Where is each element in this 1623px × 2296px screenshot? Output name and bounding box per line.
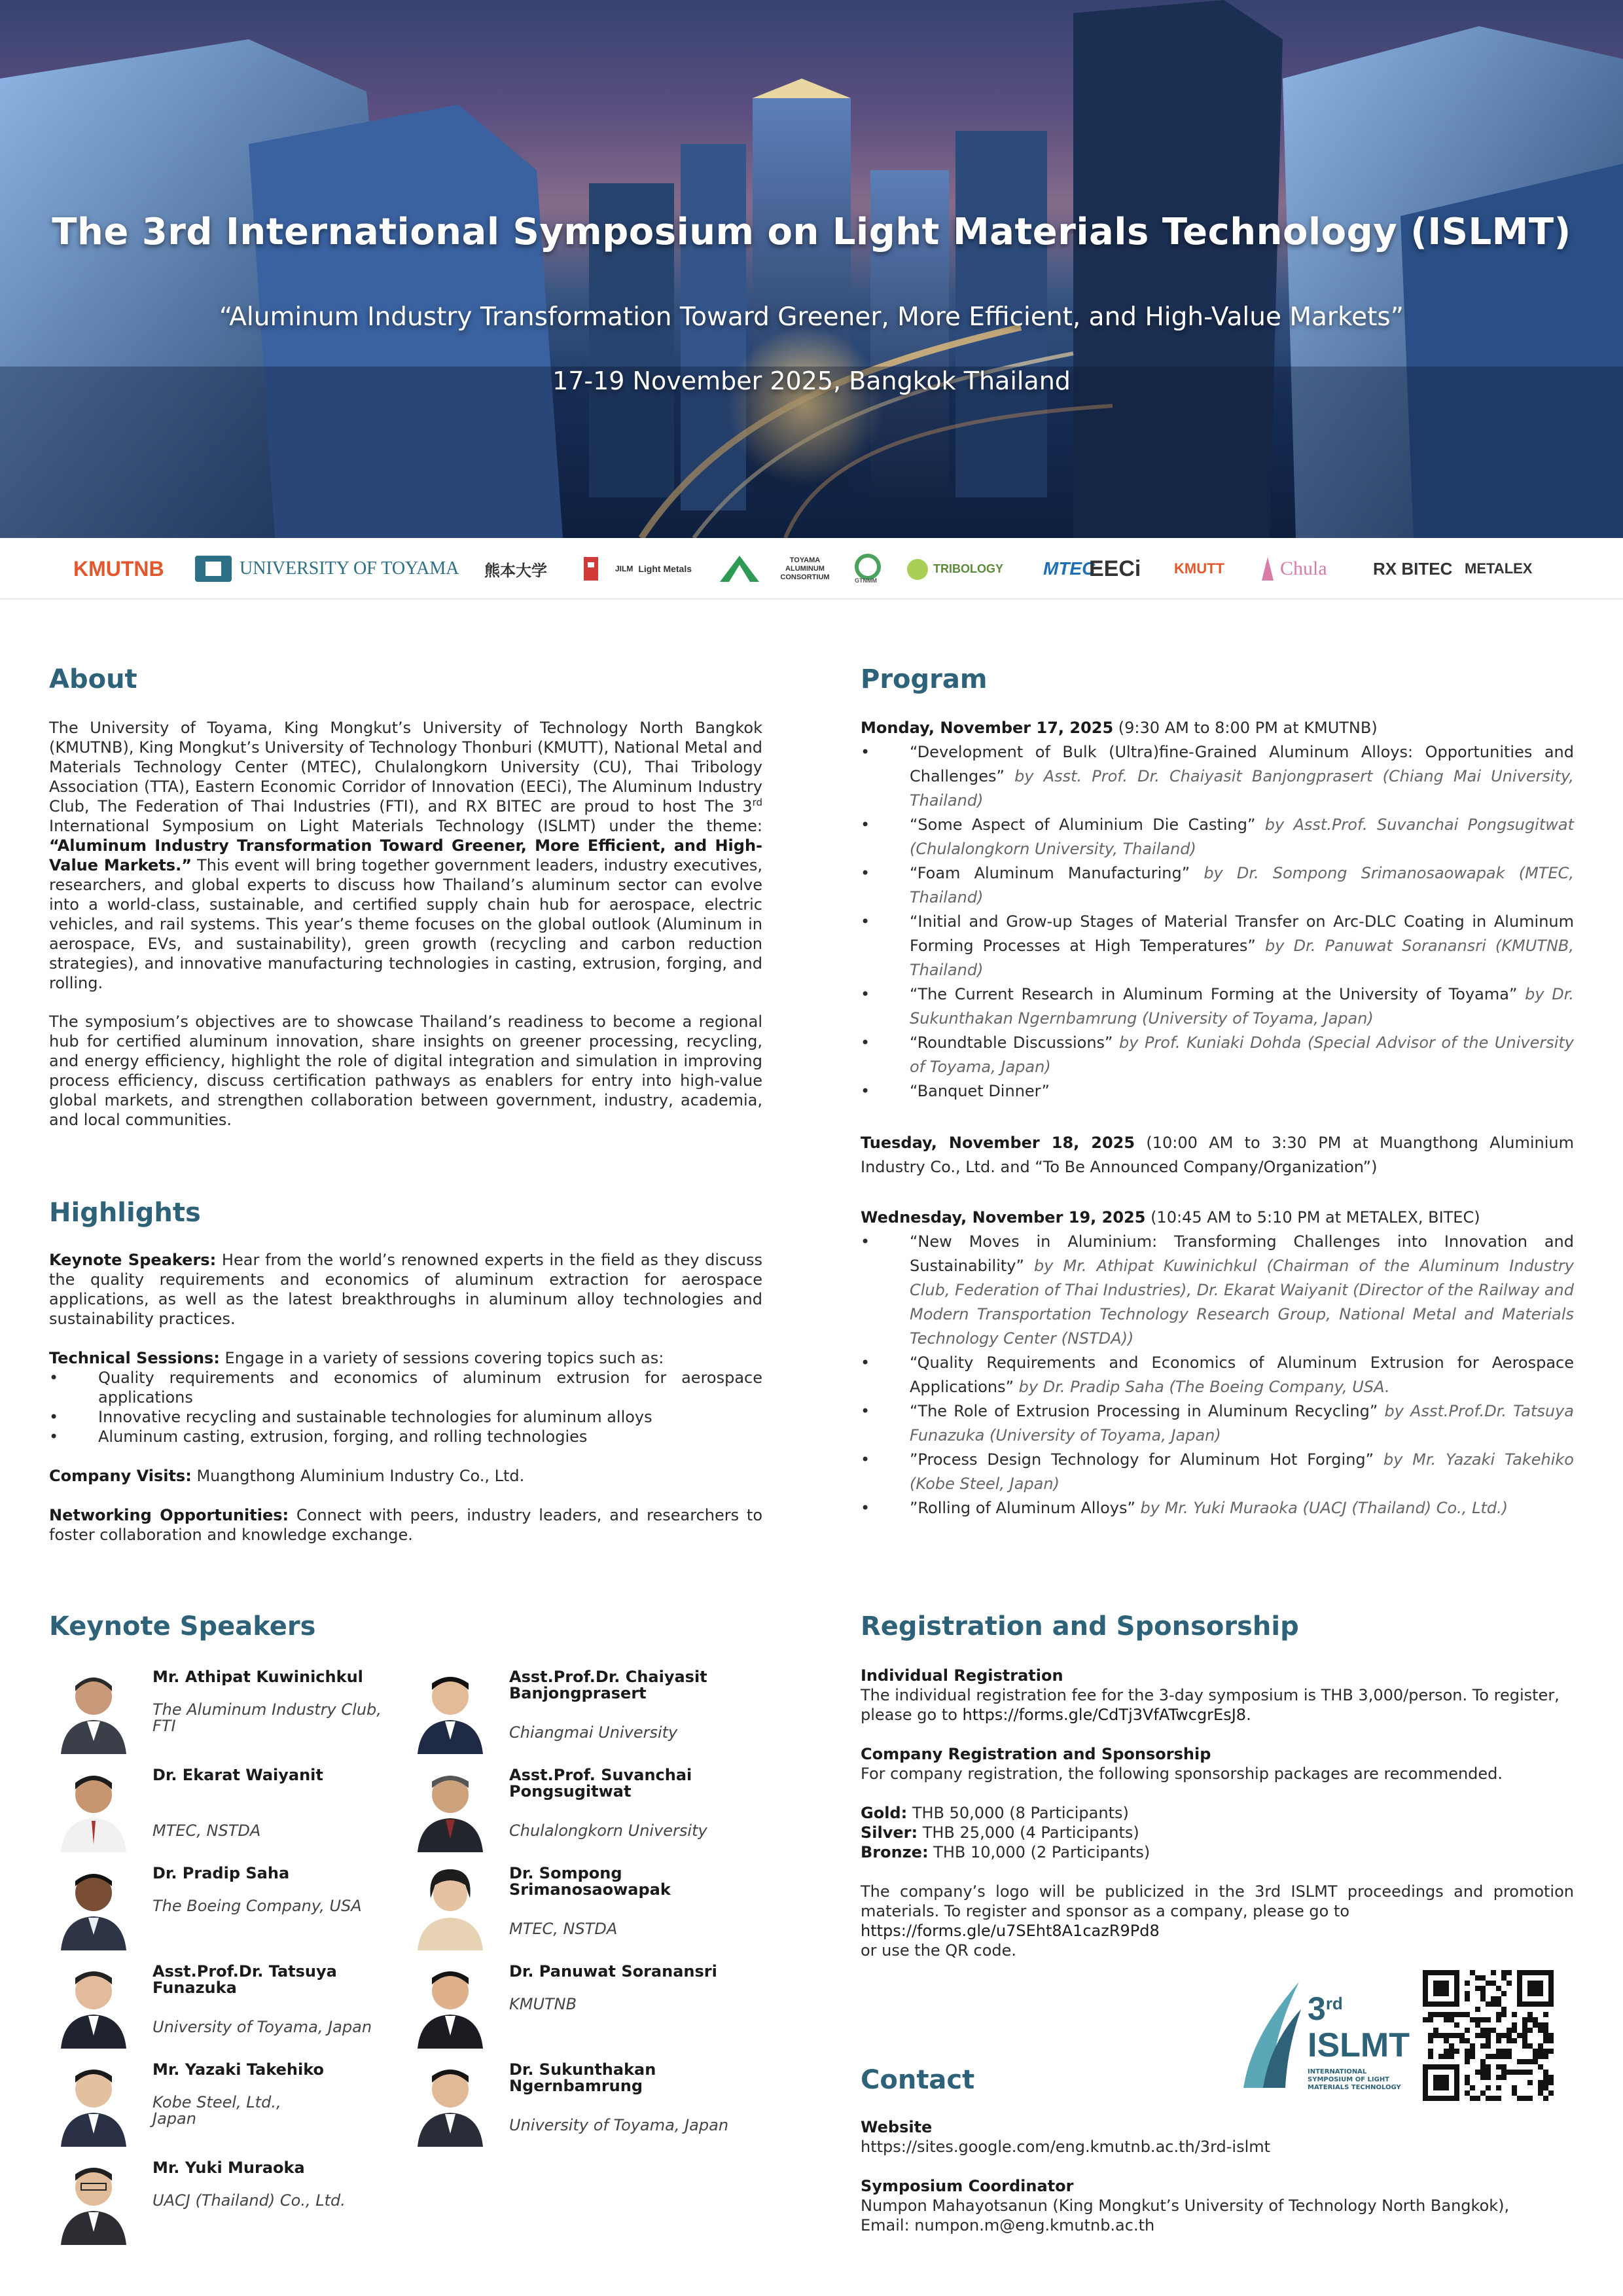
package-silver: Silver: THB 25,000 (4 Participants) (861, 1823, 1139, 1842)
contact-website: Website https://sites.google.com/eng.kmutnb.ac.th/3rd-islmt (861, 2117, 1574, 2157)
list-item: • “Banquet Dinner” (861, 1079, 1574, 1103)
logo-kmutt: KMUTT (1174, 560, 1224, 577)
speaker-affiliation: The Boeing Company, USA (152, 1897, 362, 1915)
hero-banner (0, 0, 1623, 538)
speaker-name: Asst.Prof.Dr. Chaiyasit Banjongprasert (509, 1668, 707, 1702)
about-theme: “Aluminum Industry Transformation Toward Greener, More Efficient, and High-Value Markets.” (49, 836, 762, 874)
list-item: • “Development of Bulk (Ultra)fine-Grained Aluminum Alloys: Opportunities and Challenges” by Asst. Prof. Dr. Chaiyasit Banjongprasert (Chiang Mai University, Thailand) (861, 740, 1574, 813)
list-item: • “Foam Aluminum Manufacturing” by Dr. Sompong Srimanosaowapak (MTEC, Thailand) (861, 861, 1574, 910)
list-item: • “The Role of Extrusion Processing in Aluminum Recycling” by Asst.Prof.Dr. Tatsuya Funazuka (University of Toyama, Japan) (861, 1399, 1574, 1448)
list-item: • Quality requirements and economics of aluminum extrusion for aerospace applications (49, 1368, 762, 1407)
registration-qr-code[interactable] (1423, 1970, 1554, 2101)
company-registration: Company Registration and Sponsorship For company registration, the following sponsorship packages are recommended. Gold: THB 50,000 (8 Participants) Silver: THB 25,000 (4 Participants) Bronze: THB 10,000 (2 Participants) (861, 1744, 1574, 1862)
speaker-photo (414, 1865, 486, 1950)
speaker-card (408, 2062, 748, 2153)
list-item: • ”Rolling of Aluminum Alloys” by Mr. Yuki Muraoka (UACJ (Thailand) Co., Ltd.) (861, 1496, 1574, 1520)
speaker-affiliation: MTEC, NSTDA (509, 1920, 618, 1938)
speaker-affiliation: Kobe Steel, Ltd., Japan (152, 2093, 281, 2128)
logo-publicity-note: The company’s logo will be publicized in the 3rd ISLMT proceedings and promotion materials. To register and sponsor as a company, please go to https://forms.gle/u7SEht8A1cazR9Pd8 or use the QR code. (861, 1882, 1574, 1960)
speaker-card (51, 1964, 391, 2055)
registration-heading: Registration and Sponsorship (861, 1611, 1299, 1641)
speaker-name: Dr. Panuwat Soranansri (509, 1962, 717, 1981)
speaker-photo (58, 1669, 130, 1754)
about-heading: About (49, 664, 137, 694)
speaker-name: Asst.Prof.Dr. Tatsuya Funazuka (152, 1962, 337, 1997)
speaker-affiliation: KMUTNB (509, 1995, 577, 2013)
qr-code-icon (1423, 1970, 1554, 2101)
technical-topic-list (49, 1368, 762, 1446)
speaker-name: Dr. Ekarat Waiyanit (152, 1766, 323, 1784)
islmt-name: ISLMT (1308, 2026, 1410, 2064)
program-day-2: Tuesday, November 18, 2025 (10:00 AM to 3:30 PM at Muangthong Aluminium Industry Co., Ltd. and “To Be Announced Company/Organization”) (861, 1134, 1575, 1176)
speaker-name: Dr. Sompong Srimanosaowapak (509, 1864, 671, 1899)
highlight-networking: Networking Opportunities: Connect with peers, industry leaders, and researchers to foster collaboration and knowledge exchange. (49, 1506, 762, 1544)
toyama-emblem-icon (194, 554, 233, 584)
speaker-affiliation: UACJ (Thailand) Co., Ltd. (152, 2191, 346, 2210)
speaker-affiliation: University of Toyama, Japan (152, 2018, 372, 2036)
logo-chula: Chula (1259, 554, 1327, 584)
logo-rx-bitec: RX BITEC (1373, 558, 1453, 579)
speaker-photo (58, 1767, 130, 1852)
keynote-speakers-heading: Keynote Speakers (49, 1611, 316, 1641)
speaker-name: Mr. Athipat Kuwinichkul (152, 1668, 363, 1686)
package-bronze: Bronze: THB 10,000 (2 Participants) (861, 1843, 1150, 1861)
speaker-photo (58, 1964, 130, 2049)
logo-toyama: UNIVERSITY OF TOYAMA (194, 554, 459, 584)
speaker-photo (414, 1767, 486, 1852)
logo-kumamoto: 熊本大学 (484, 562, 547, 580)
islmt-caption: INTERNATIONAL SYMPOSIUM OF LIGHT MATERIALS TECHNOLOGY (1308, 2068, 1401, 2091)
list-item: • “Some Aspect of Aluminium Die Casting” by Asst.Prof. Suvanchai Pongsugitwat (Chulalongkorn University, Thailand) (861, 813, 1574, 861)
logo-metalex: METALEX (1465, 560, 1533, 577)
speaker-name: Mr. Yazaki Takehiko (152, 2060, 325, 2079)
speaker-photo (414, 1964, 486, 2049)
contact-coordinator: Symposium Coordinator Numpon Mahayotsanun (King Mongkut’s University of Technology North Bangkok), Email: numpon.m@eng.kmutnb.ac.th (861, 2176, 1574, 2235)
speaker-name: Dr. Sukunthakan Ngernbamrung (509, 2060, 656, 2095)
list-item: • Aluminum casting, extrusion, forging, and rolling technologies (49, 1427, 762, 1446)
list-item: • “Quality Requirements and Economics of Aluminum Extrusion for Aerospace Applications” by Dr. Pradip Saha (The Boeing Company, USA. (861, 1351, 1574, 1399)
program-day-3: Wednesday, November 19, 2025 (10:45 AM to 5:10 PM at METALEX, BITEC) • “New Moves in Aluminium: Transforming Challenges into Innovation and Sustainability” by Mr. Athipat Kuwinichkul (Chairman of the Aluminum Industry Club, Federation of Thai Industries), Dr. Ekarat Waiyanit (Director of the Railway and Modern Transportation Technology Research Group, National Metal and Materials Technology Center (NSTDA)) • “Quality Requirements and Economics of Aluminum Extrusion for Aerospace Applications” by Dr. Pradip Saha (The Boeing Company, USA. • “The Role of Extrusion Processing in Aluminum Recycling” by Asst.Prof.Dr. Tatsuya Funazuka (University of Toyama, Japan) • ”Process Design Technology for Aluminum Hot Forging” by Mr. Yazaki Takehiko (Kobe Steel, Japan) • ”Rolling of Aluminum Alloys” by Mr. Yuki Muraoka (UACJ (Thailand) Co., Ltd.) (861, 1206, 1574, 1520)
individual-registration: Individual Registration The individual registration fee for the 3-day symposium is THB 3,000/person. To register, please go to https://forms.gle/CdTj3VfATwcgrEsJ8. (861, 1666, 1560, 1724)
contact-heading: Contact (861, 2065, 975, 2095)
logo-triangle (719, 554, 760, 584)
speaker-affiliation: University of Toyama, Japan (509, 2116, 729, 2134)
speaker-affiliation: Chulalongkorn University (509, 1821, 707, 1840)
logo-mtec: MTEC (1043, 558, 1096, 579)
speaker-card (408, 1865, 748, 1957)
list-item: • Innovative recycling and sustainable technologies for aluminum alloys (49, 1407, 762, 1427)
hero-dates: 17-19 November 2025, Bangkok Thailand (552, 367, 1071, 395)
package-gold: Gold: THB 50,000 (8 Participants) (861, 1804, 1129, 1822)
speaker-photo (58, 2160, 130, 2245)
about-paragraph-1: The University of Toyama, King Mongkut’s University of Technology North Bangkok (KMUTNB), King Mongkut’s University of Technology Thonburi (KMUTT), National Metal and Materials Technology Center (MTEC), Chulalongkorn University (CU), Thai Tribology Association (TTA), Eastern Economic Corridor of Innovation (EECi), The Aluminum Industry Club, The Federation of Thai Industries (FTI), and RX BITEC are proud to host The 3rd International Symposium on Light Materials Technology (ISLMT) under the theme: “Aluminum Industry Transformation Toward Greener, More Efficient, and High-Value Markets.” This event will bring together government leaders, industry executives, researchers, and global experts to discuss how Thailand’s aluminum sector can evolve into a world-class, sustainable, and certified supply chain hub for aerospace, electric vehicles, and rail systems. This year’s theme focuses on the global outlook (Aluminum in aerospace, EVs, and sustainability), green growth (recycling and carbon reduction strategies), and innovative manufacturing technologies in casting, extrusion, forging, and rolling. (49, 719, 763, 992)
svg-text:GTNMM: GTNMM (855, 577, 877, 584)
speaker-name: Dr. Pradip Saha (152, 1864, 290, 1882)
hero-title: The 3rd International Symposium on Light Materials Technology (ISLMT) (52, 211, 1571, 253)
speaker-card (51, 1669, 391, 1761)
speaker-affiliation: Chiangmai University (509, 1723, 678, 1742)
program-day-1: Monday, November 17, 2025 (9:30 AM to 8:00 PM at KMUTNB) • “Development of Bulk (Ultra)fine-Grained Aluminum Alloys: Opportunities and Challenges” by Asst. Prof. Dr. Chaiyasit Banjongprasert (Chiang Mai University, Thailand) • “Some Aspect of Aluminium Die Casting” by Asst.Prof. Suvanchai Pongsugitwat (Chulalongkorn University, Thailand) • “Foam Aluminum Manufacturing” by Dr. Sompong Srimanosaowapak (MTEC, Thailand) • “Initial and Grow-up Stages of Material Transfer on Arc-DLC Coating in Aluminum Forming Processes at High Temperatures” by Dr. Panuwat Soranansri (KMUTNB, Thailand) • “The Current Research in Aluminum Forming at the University of Toyama” by Dr. Sukunthakan Ngernbamrung (University of Toyama, Japan) • “Roundtable Discussions” by Prof. Kuniaki Dohda (Special Advisor of the University of Toyama, Japan) • “Banquet Dinner” (861, 716, 1574, 1103)
list-item: • “Roundtable Discussions” by Prof. Kuniaki Dohda (Special Advisor of the University of Toyama, Japan) (861, 1031, 1574, 1079)
list-item: • “Initial and Grow-up Stages of Material Transfer on Arc-DLC Coating in Aluminum Forming Processes at High Temperatures” by Dr. Panuwat Soranansri (KMUTNB, Thailand) (861, 910, 1574, 982)
speaker-photo (414, 2062, 486, 2147)
highlights-heading: Highlights (49, 1198, 201, 1228)
logo-toyama-consortium: TOYAMA ALUMINUM CONSORTIUM (780, 556, 830, 581)
speaker-card (408, 1964, 748, 2055)
logo-light-metals: JILM Light Metals (615, 564, 692, 574)
speaker-card (51, 2062, 391, 2153)
city-skyline-image (0, 0, 1623, 538)
speaker-affiliation: The Aluminum Industry Club, FTI (152, 1700, 382, 1735)
speaker-card (51, 1767, 391, 1859)
islmt-logo: 3rd ISLMT INTERNATIONAL SYMPOSIUM OF LIGHT MATERIALS TECHNOLOGY (1237, 1977, 1407, 2101)
partner-logo-strip (0, 538, 1623, 600)
speaker-photo (414, 1669, 486, 1754)
day-1-session-list (861, 740, 1574, 1103)
highlight-technical: Technical Sessions: Engage in a variety of sessions covering topics such as: (49, 1349, 664, 1367)
speaker-card (408, 1767, 748, 1859)
list-item: • “New Moves in Aluminium: Transforming Challenges into Innovation and Sustainability” by Mr. Athipat Kuwinichkul (Chairman of the Aluminum Industry Club, Federation of Thai Industries), Dr. Ekarat Waiyanit (Director of the Railway and Modern Transportation Technology Research Group, National Metal and Materials Technology Center (NSTDA)) (861, 1230, 1574, 1351)
individual-registration-link[interactable]: https://forms.gle/CdTj3VfATwcgrEsJ8 (962, 1706, 1247, 1724)
speaker-photo (58, 1865, 130, 1950)
speaker-card (51, 1865, 391, 1957)
coordinator-email[interactable]: Email: numpon.m@eng.kmutnb.ac.th (861, 2216, 1155, 2234)
day-3-session-list (861, 1230, 1574, 1520)
program-heading: Program (861, 664, 988, 694)
about-paragraph-2: The symposium’s objectives are to showcase Thailand’s readiness to become a regional hub for certified aluminum innovation, share insights on greener processing, recycling, and energy efficiency, highlight the role of digital integration and simulation in improving process efficiency, discuss certification pathways as enablers for entry into high-value global markets, and strengthen collaboration between government, industry, academia, and local communities. (49, 1013, 762, 1129)
logo-small-red (582, 554, 599, 584)
company-registration-link[interactable]: https://forms.gle/u7SEht8A1cazR9Pd8 (861, 1922, 1160, 1940)
logo-tribology: TRIBOLOGY (906, 554, 1003, 584)
list-item: • ”Process Design Technology for Aluminum Hot Forging” by Mr. Yazaki Takehiko (Kobe Steel, Japan) (861, 1448, 1574, 1496)
speaker-photo (58, 2062, 130, 2147)
islmt-swoosh-icon (1237, 1977, 1302, 2094)
website-link[interactable]: https://sites.google.com/eng.kmutnb.ac.th/3rd-islmt (861, 2138, 1271, 2156)
logo-eeci: EECi (1089, 556, 1141, 581)
logo-green-ring (849, 554, 886, 584)
speaker-card (51, 2160, 391, 2251)
islmt-number: 3 (1308, 1990, 1326, 2027)
highlight-company-visits: Company Visits: Muangthong Aluminium Industry Co., Ltd. (49, 1467, 525, 1485)
hero-theme: “Aluminum Industry Transformation Toward Greener, More Efficient, and High-Value Markets” (219, 302, 1404, 332)
speaker-affiliation: MTEC, NSTDA (152, 1821, 261, 1840)
highlight-keynote: Keynote Speakers: Hear from the world’s renowned experts in the field as they discuss the quality requirements and economics of aluminum extraction for aerospace applications, as well as the latest breakthroughs in aluminum alloy technologies and sustainability practices. (49, 1251, 762, 1328)
speaker-card (408, 1669, 748, 1761)
speaker-name: Mr. Yuki Muraoka (152, 2159, 305, 2177)
list-item: • “The Current Research in Aluminum Forming at the University of Toyama” by Dr. Sukunthakan Ngernbamrung (University of Toyama, Japan) (861, 982, 1574, 1031)
speaker-name: Asst.Prof. Suvanchai Pongsugitwat (509, 1766, 692, 1801)
logo-kmutnb: KMUTNB (73, 556, 164, 581)
